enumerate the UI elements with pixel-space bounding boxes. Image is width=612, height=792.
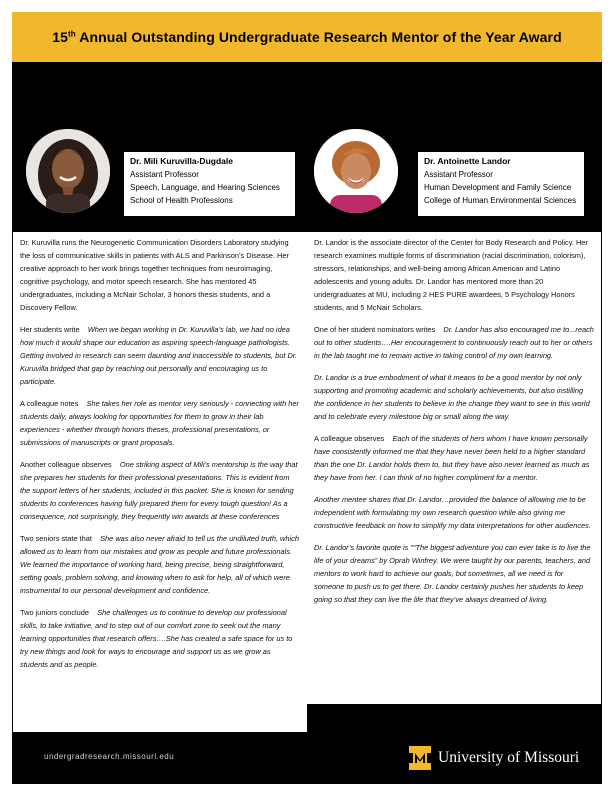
university-logo	[408, 745, 579, 771]
page-title: 15th Annual Outstanding Undergraduate Research Mentor of the Year Award	[52, 29, 562, 45]
paragraph: Dr. Kuruvilla runs the Neurogenetic Communication Disorders Laboratory studying the loss of communicative skills in patients with ALS and Parkinson’s Disease. Her creative approach to her work brings together techniques from neuroimaging, cognitive psychology, and motor speech research. She has mentored 45 undergraduates, including a McNair Scholar, 3 honors thesis students, and a Discovery Fellow.	[20, 238, 289, 312]
mentor-school: School of Health Professions	[130, 196, 233, 205]
paragraph: A colleague notes She takes her role as mentor very seriously - connecting with her students daily, always looking for opportunities for them to grow in their lab experiences - whether through honors theses, professional presentations, or submissions of manuscripts or grant proposals.	[20, 399, 299, 447]
paragraph: Her students write When we began working in Dr. Kuruvilla’s lab, we had no idea how much it would shape our education as aspiring speech-language pathologists. Getting involved in research can seem daunting and inaccessible to students, but Dr. Kuruvilla bridged that gap by reaching out personally and encouraging us to participate.	[20, 325, 298, 386]
footer-url[interactable]: undergradresearch.missouri.edu	[44, 752, 175, 761]
paragraph: Dr. Landor is the associate director of the Center for Body Research and Policy. Her research examines multiple forms of discrimination (racial discrimination, colorism), stressors, relationships, and well-being among African American and Latino adolescents and young adults. Dr. Landor has mentored more than 20 undergraduates at MU, including 2 HES PURE awardees, 5 Psychology Honors students, and 5 McNair Scholars.	[314, 238, 588, 312]
paragraph: Dr. Landor is a true embodiment of what it means to be a good mentor by not only supporting and promoting academic and scholarly achievements, but also instilling the confidence in her students to believe in the change they want to see in this world and to celebrate every milestone big or small along the way.	[314, 373, 590, 421]
title-banner	[12, 12, 602, 62]
mentor-title: Assistant Professor	[424, 170, 493, 179]
mentor-photo-kuruvilla	[26, 129, 110, 213]
paragraph: Another mentee shares that Dr. Landor…provided the balance of allowing me to be independent with formulating my own research question while also giving me constructive feedback on how to simplify my data interpretations for other audiences.	[314, 495, 591, 530]
landor-description	[307, 232, 601, 704]
paragraph: Two juniors conclude She challenges us to continue to develop our professional skills, to take initiative, and to step out of our comfort zone to seek out the many learning opportunities that research offers….She has created a safe space for us to try new things and look for ways to encourage and support us as we grow as students and as people.	[20, 608, 293, 669]
mentor-title: Assistant Professor	[130, 170, 199, 179]
mizzou-shield-icon	[408, 745, 432, 771]
paragraph: Another colleague observes One striking aspect of Mili’s mentorship is the way that she prepares her students for their professional presentations. This is evident from the support letters of her students, included in this packet. She is known for sending students to conferences having fully prepared them for every tough question! As a consequence, not surprisingly, they frequently win awards at these conferences	[20, 460, 298, 521]
mentor-department: Human Development and Family Science	[424, 183, 572, 192]
paragraph: One of her student nominators writes Dr. Landor has also encouraged me to...reach out to other students….Her encouragement to continuously reach out to her or others in the lab taught me to remain active in taking control of my own learning.	[314, 325, 594, 360]
paragraph: A colleague observes Each of the students of hers whom I have known personally have consistently informed me that they have never been held to a higher standard than the one Dr. Landor holds them to, but they have also never learned as much as they have from her. I can think of no higher compliment for a mentor.	[314, 434, 590, 482]
mentor-card-kuruvilla	[124, 152, 295, 216]
kuruvilla-description	[13, 232, 307, 732]
mentor-card-landor	[418, 152, 584, 216]
university-name: University of Missouri	[438, 749, 580, 766]
mentor-school: College of Human Environmental Sciences	[424, 196, 577, 205]
paragraph: Dr. Landor’s favorite quote is "“The biggest adventure you can ever take is to live the life of your dreams” by Oprah Winfrey. We were taught by our parents, teachers, and mentors to work hard to achieve our goals, but sometimes, all we need is for someone to push us to get there. Dr. Landor certainly pushes her students to keep going so that they can live the life that they’ve always dreamed of living.	[314, 543, 591, 604]
paragraph: Two seniors state that She was also never afraid to tell us the undiluted truth, which allowed us to learn from our mistakes and grow as people and future professionals. We learned the importance of working hard, being precise, being straightforward, setting goals, problem solving, and knowing when to ask for help, all of which were instrumental to our personal development and confidence.	[20, 534, 299, 595]
mentor-name: Dr. Mili Kuruvilla-Dugdale	[130, 156, 233, 166]
mentor-photo-landor	[314, 129, 398, 213]
mentor-department: Speech, Language, and Hearing Sciences	[130, 183, 280, 192]
mentor-name: Dr. Antoinette Landor	[424, 156, 511, 166]
